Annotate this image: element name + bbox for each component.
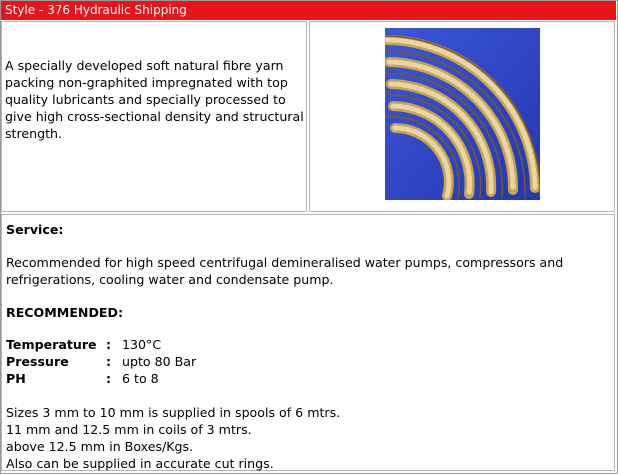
spec-value-ph: 6 to 8 xyxy=(122,371,159,386)
spec-value-pressure: upto 80 Bar xyxy=(122,354,197,369)
sizes-line: Also can be supplied in accurate cut rings. xyxy=(6,456,274,471)
sizes-line: Sizes 3 mm to 10 mm is supplied in spools of 6 mtrs. xyxy=(6,405,341,420)
service-heading: Service: xyxy=(6,222,64,237)
product-title: Style - 376 Hydraulic Shipping xyxy=(5,3,187,17)
image-cell xyxy=(309,21,615,212)
service-text-line-2: refrigerations, cooling water and condensate pump. xyxy=(6,272,334,287)
product-overview xyxy=(1,21,615,212)
coiled-packing-photo xyxy=(385,28,540,200)
spec-colon: : xyxy=(106,354,112,369)
recommended-heading: RECOMMENDED: xyxy=(6,305,124,320)
spec-label-pressure: Pressure xyxy=(6,354,69,369)
sizes-line: 11 mm and 12.5 mm in coils of 3 mtrs. xyxy=(6,422,252,437)
description-cell xyxy=(1,21,307,212)
product-description: A specially developed soft natural fibre yarn packing non-graphited impregnated with top quality lubricants and specially processed to give high cross-sectional density and structural strength. xyxy=(5,58,304,141)
spec-label-temperature: Temperature xyxy=(6,337,97,352)
spec-label-ph: PH xyxy=(6,371,26,386)
spec-colon: : xyxy=(106,371,112,386)
spec-value-temperature: 130°C xyxy=(122,337,162,352)
spec-colon: : xyxy=(106,337,112,352)
details-section xyxy=(1,214,615,471)
title-bar xyxy=(1,1,616,20)
sizes-line: above 12.5 mm in Boxes/Kgs. xyxy=(6,439,194,454)
service-text-line-1: Recommended for high speed centrifugal demineralised water pumps, compressors and xyxy=(6,255,564,270)
